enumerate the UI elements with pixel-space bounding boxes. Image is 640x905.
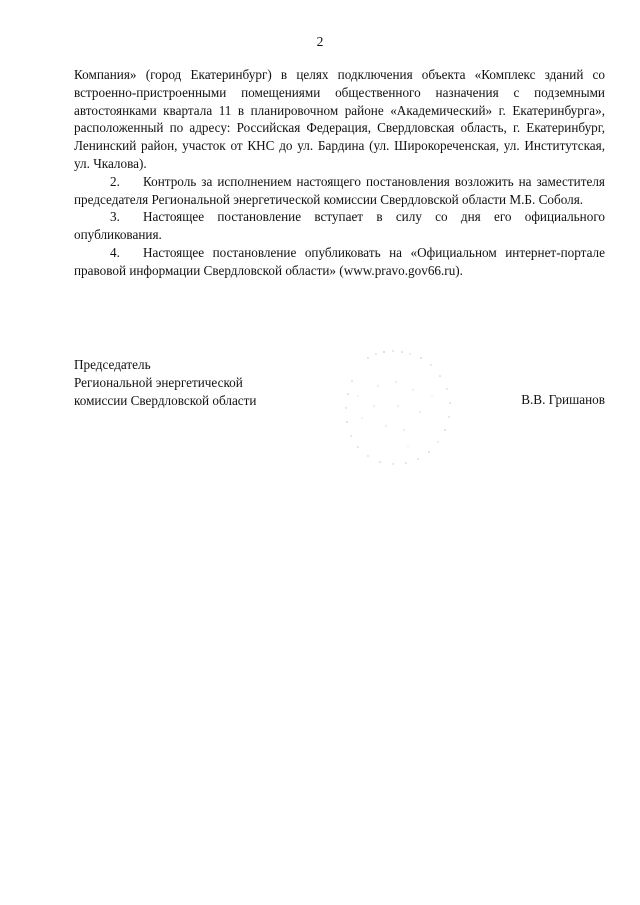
paragraph-text: Настоящее постановление вступает в силу со дня его официального опубликования. [74, 209, 605, 243]
signer-position-line: Председатель [74, 357, 151, 372]
paragraph-number: 2. [110, 173, 120, 189]
stamp-seal-icon [338, 346, 462, 468]
paragraph-text: Настоящее постановление опубликовать на «Официальном интернет-портале правовой информации Свердловской области» (www.pravo.gov66.ru). [74, 244, 605, 278]
signer-position-line: Региональной энергетической [74, 374, 243, 390]
document-body [74, 66, 605, 280]
page-number: 2 [316, 34, 324, 49]
paragraph-number: 4. [110, 244, 120, 260]
paragraph-text: Компания» (город Екатеринбург) в целях подключения объекта «Комплекс зданий со встроенно-пристроенными помещениями общественного назначения с подземными автостоянками квартала 11 в планировочном районе «Академический» г. Екатеринбурга», расположенный по адресу: Российская Федерация, Свердловская область, г. Екатеринбург, Ленинский район, участок от КНС до ул. Бардина (ул. Широкореченская, ул. Институтская, ул. Чкалова). [74, 67, 605, 171]
paragraph-4 [74, 244, 605, 280]
paragraph-3 [74, 208, 605, 244]
paragraph-number: 3. [110, 209, 120, 225]
paragraph-text: Контроль за исполнением настоящего постановления возложить на заместителя председателя Региональной энергетической комиссии Свердловской области М.Б. Соболя. [74, 173, 605, 207]
signer-name: В.В. Гришанов [521, 392, 605, 407]
paragraph-continuation [74, 66, 605, 173]
paragraph-2 [74, 173, 605, 209]
signer-position-line: комиссии Свердловской области [74, 392, 257, 408]
